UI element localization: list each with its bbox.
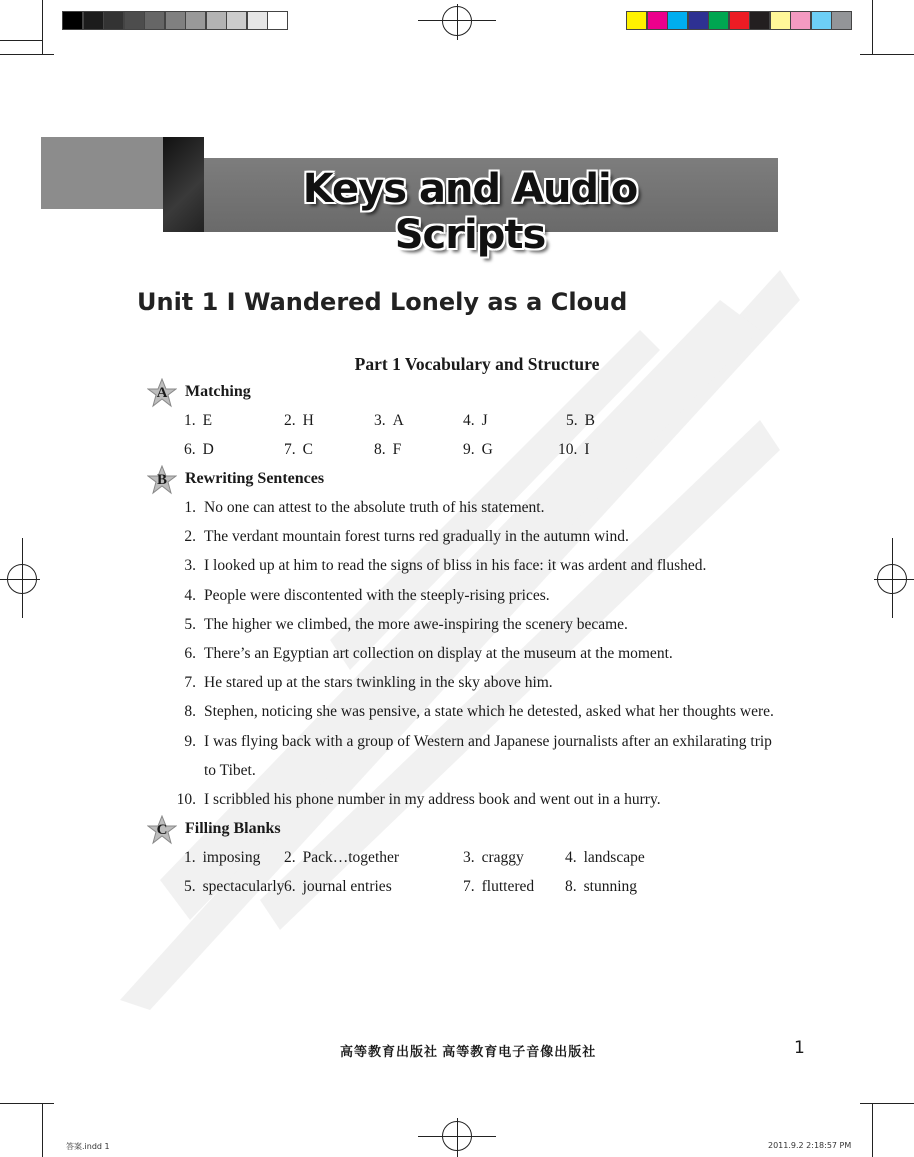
gray-swatch <box>165 11 186 30</box>
gray-swatch <box>185 11 206 30</box>
item-number: 1. <box>184 412 196 429</box>
item-sentence: I scribbled his phone number in my address book and went out in a hurry. <box>204 791 661 808</box>
gray-swatch <box>124 11 145 30</box>
gray-swatch <box>226 11 247 30</box>
section-b-badge: B <box>151 469 173 491</box>
item-number: 5. <box>184 878 196 895</box>
slug-filename: 答案.indd 1 <box>66 1142 110 1151</box>
filling-item <box>463 878 534 896</box>
item-answer: B <box>584 412 595 429</box>
item-number: 7. <box>463 878 475 895</box>
item-answer: G <box>481 441 493 458</box>
item-number: 2. <box>284 412 296 429</box>
item-number: 6. <box>284 878 296 895</box>
item-number: 4. <box>463 412 475 429</box>
item-number: 6. <box>184 441 196 458</box>
filling-item <box>565 878 637 896</box>
item-answer: A <box>392 412 404 429</box>
color-swatch <box>667 11 688 30</box>
item-number: 7. <box>184 674 196 692</box>
matching-item <box>374 441 401 459</box>
color-swatch <box>708 11 729 30</box>
gray-swatch <box>103 11 124 30</box>
matching-item <box>284 412 314 430</box>
item-number: 9. <box>463 441 475 458</box>
item-sentence: I was flying back with a group of Western and Japanese journalists after an exhilarating trip <box>204 732 772 750</box>
item-answer: C <box>302 441 313 458</box>
item-number: 9. <box>184 732 196 750</box>
color-swatch <box>729 11 750 30</box>
unit-title: Unit 1 I Wandered Lonely as a Cloud <box>137 288 628 316</box>
item-number: 10. <box>176 791 196 808</box>
item-number: 8. <box>565 878 577 895</box>
filling-item <box>463 849 524 867</box>
item-answer: D <box>202 441 214 458</box>
item-sentence: to Tibet. <box>204 761 256 779</box>
item-sentence: People were discontented with the steeply-rising prices. <box>204 586 550 604</box>
item-sentence: There’s an Egyptian art collection on display at the museum at the moment. <box>204 645 673 662</box>
matching-item <box>284 441 313 459</box>
item-number: 8. <box>184 703 196 721</box>
gray-swatch <box>267 11 288 30</box>
matching-item <box>463 441 493 459</box>
color-swatch <box>831 11 852 30</box>
item-answer: craggy <box>481 849 524 866</box>
gray-swatch <box>62 11 83 30</box>
matching-item <box>566 412 595 430</box>
color-swatch <box>626 11 647 30</box>
color-swatch <box>749 11 770 30</box>
item-number: 8. <box>374 441 386 458</box>
part-title: Part 1 Vocabulary and Structure <box>354 354 600 374</box>
matching-item <box>184 441 214 459</box>
section-c-badge: C <box>151 819 173 841</box>
item-answer: spectacularly <box>202 878 285 895</box>
item-number: 4. <box>184 586 196 604</box>
matching-item <box>463 412 488 430</box>
item-answer: J <box>481 412 488 429</box>
item-sentence: The higher we climbed, the more awe-inspiring the scenery became. <box>204 615 628 633</box>
item-answer: I <box>584 441 590 458</box>
item-number: 7. <box>284 441 296 458</box>
matching-item <box>558 441 590 459</box>
section-a-heading: Matching <box>185 383 251 400</box>
slug-timestamp: 2011.9.2 2:18:57 PM <box>768 1141 852 1150</box>
color-swatch <box>790 11 811 30</box>
filling-item <box>184 849 260 867</box>
filling-item <box>284 878 392 896</box>
item-number: 2. <box>284 849 296 866</box>
page-number: 1 <box>794 1038 805 1058</box>
item-sentence: Stephen, noticing she was pensive, a state which he detested, asked what her thoughts were. <box>204 703 774 721</box>
section-c-heading: Filling Blanks <box>185 820 281 837</box>
item-number: 3. <box>374 412 386 429</box>
item-answer: F <box>392 441 402 458</box>
item-number: 3. <box>184 557 196 575</box>
banner-cube-icon <box>163 137 204 232</box>
item-number: 2. <box>184 528 196 546</box>
gray-swatch <box>144 11 165 30</box>
item-answer: journal entries <box>302 878 392 895</box>
item-number: 1. <box>184 849 196 866</box>
color-swatch <box>647 11 668 30</box>
gray-swatch <box>83 11 104 30</box>
color-swatch <box>688 11 709 30</box>
item-sentence: No one can attest to the absolute truth of his statement. <box>204 499 545 516</box>
item-answer: fluttered <box>481 878 535 895</box>
section-b-heading: Rewriting Sentences <box>185 470 325 487</box>
color-swatch <box>770 11 791 30</box>
item-answer: stunning <box>583 878 638 895</box>
filling-item <box>565 849 645 867</box>
section-a-badge: A <box>151 382 173 404</box>
item-answer: landscape <box>583 849 645 866</box>
item-number: 3. <box>463 849 475 866</box>
item-answer: imposing <box>202 849 261 866</box>
item-number: 5. <box>566 412 578 429</box>
item-number: 6. <box>184 645 196 662</box>
item-sentence: He stared up at the stars twinkling in the sky above him. <box>204 674 553 692</box>
matching-item <box>374 412 404 430</box>
item-sentence: I looked up at him to read the signs of bliss in his face: it was ardent and flushed. <box>204 557 707 575</box>
publisher-footer: 高等教育出版社 高等教育电子音像出版社 <box>340 1044 597 1059</box>
matching-item <box>184 412 212 430</box>
item-answer: E <box>202 412 213 429</box>
item-number: 4. <box>565 849 577 866</box>
item-number: 5. <box>184 615 196 633</box>
filling-item <box>284 849 399 867</box>
item-answer: H <box>302 412 314 429</box>
gray-swatch <box>247 11 268 30</box>
item-sentence: The verdant mountain forest turns red gradually in the autumn wind. <box>204 528 629 546</box>
banner-title: Keys and Audio Scripts <box>302 166 638 258</box>
item-number: 1. <box>184 499 196 516</box>
gray-swatch <box>206 11 227 30</box>
item-number: 10. <box>558 441 578 458</box>
filling-item <box>184 878 284 896</box>
item-answer: Pack…together <box>302 849 400 866</box>
color-swatch <box>811 11 832 30</box>
